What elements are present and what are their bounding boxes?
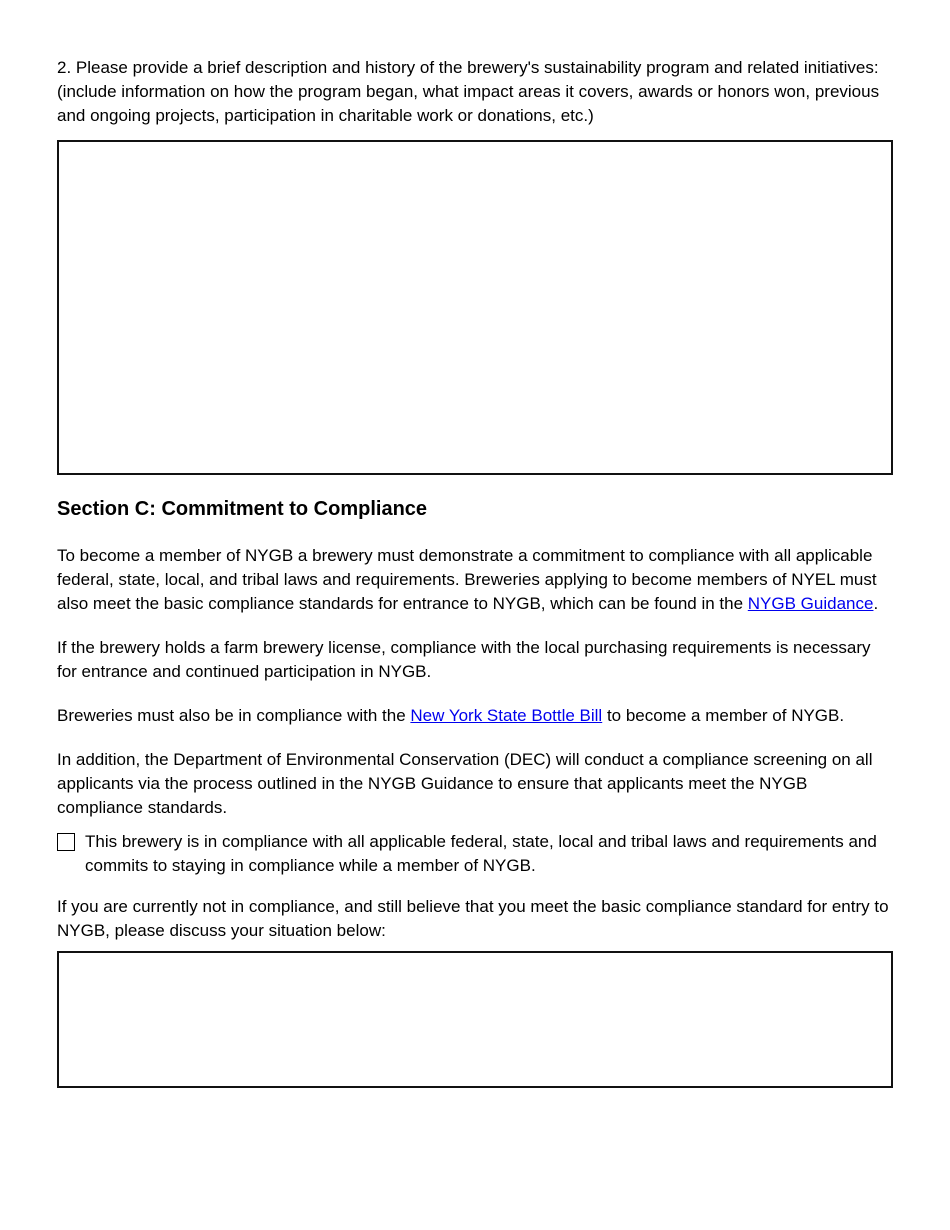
compliance-checkbox[interactable] <box>57 833 75 851</box>
sustainability-description-textarea[interactable] <box>57 140 893 475</box>
paragraph-dec-screening: In addition, the Department of Environmental Conservation (DEC) will conduct a compliance screening on all applicants via the process outlined in the NYGB Guidance to ensure that applicants meet the NYGB compliance standards. <box>57 750 873 817</box>
paragraph-compliance-intro-text: To become a member of NYGB a brewery must demonstrate a commitment to compliance with all applicable federal, state, local, and tribal laws and requirements. Breweries applying to become members of NYEL must also meet the basic compliance standards for entrance to NYGB, which can be found in the <box>57 546 877 613</box>
section-c-heading: Section C: Commitment to Compliance <box>57 498 428 520</box>
paragraph-compliance-intro-period: . <box>873 594 879 613</box>
paragraph-compliance-intro <box>57 544 893 616</box>
paragraph-not-in-compliance: If you are currently not in compliance, and still believe that you meet the basic compliance standard for entry to NYGB, please discuss your situation below: <box>57 897 889 940</box>
compliance-discussion-textarea[interactable] <box>57 951 893 1088</box>
paragraph-bottle-bill-text-before: Breweries must also be in compliance with the <box>57 706 411 725</box>
question-2-label: 2. Please provide a brief description and history of the brewery's sustainability program and related initiatives: (include information on how the program began, what impact areas it covers, awards or honors won, previous and ongoing projects, participation in charitable work or donations, etc.) <box>57 58 880 125</box>
paragraph-bottle-bill-text-after: to become a member of NYGB. <box>602 706 845 725</box>
paragraph-farm-license: If the brewery holds a farm brewery license, compliance with the local purchasing requirements is necessary for entrance and continued participation in NYGB. <box>57 638 871 681</box>
compliance-checkbox-label: This brewery is in compliance with all applicable federal, state, local and tribal laws and requirements and commits to staying in compliance while a member of NYGB. <box>85 832 887 875</box>
compliance-attestation-row <box>57 830 893 878</box>
paragraph-bottle-bill <box>57 704 893 728</box>
bottle-bill-link[interactable]: New York State Bottle Bill <box>410 706 603 725</box>
nygb-guidance-link[interactable]: NYGB Guidance <box>747 594 874 613</box>
